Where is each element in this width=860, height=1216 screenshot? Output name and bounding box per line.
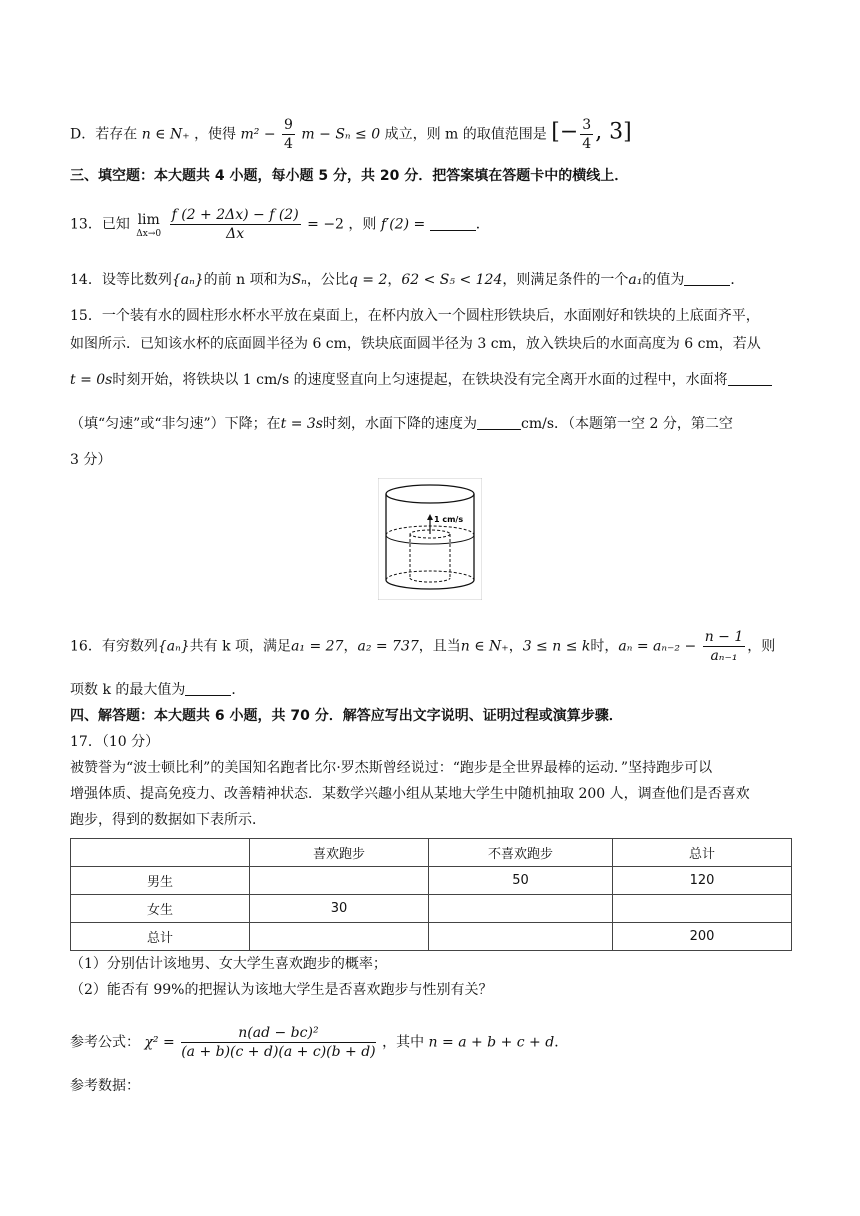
option-d-after: 成立，则 m 的取值范围是 bbox=[384, 126, 547, 143]
q13-num: f (2 + 2Δx) − f (2) bbox=[171, 207, 299, 223]
q16-l2: 项数 k 的最大值为 bbox=[70, 682, 186, 698]
q15-t0: t = 0s bbox=[70, 372, 113, 388]
question-14 bbox=[70, 270, 790, 290]
figure-speed-label: 1 cm/s bbox=[434, 515, 464, 524]
table-cell: 30 bbox=[250, 895, 429, 923]
q15-t3: t = 3s bbox=[280, 416, 323, 432]
table-cell: 男生 bbox=[71, 867, 250, 895]
q17-data-label: 参考数据： bbox=[70, 1078, 140, 1094]
formula-after: ，其中 bbox=[382, 1034, 425, 1051]
option-d-expr-a: m² − bbox=[240, 126, 276, 143]
table-row bbox=[71, 867, 792, 895]
q16-seq: {aₙ} bbox=[157, 638, 190, 655]
table-cell: 200 bbox=[613, 923, 792, 951]
table-header-row bbox=[71, 839, 792, 867]
q14-g: ． bbox=[730, 272, 745, 288]
q15-line-1: 15．一个装有水的圆柱形水杯水平放在桌面上，在杯内放入一个圆柱形铁块后，水面刚好和铁块的上底面齐平， bbox=[70, 308, 760, 324]
section-4-heading: 四、解答题：本大题共 6 小题，共 70 分．解答应写出文字说明、证明过程或演算步骤． bbox=[70, 708, 623, 724]
q16-a1: a₁ = 27 bbox=[291, 638, 344, 655]
q14-a: 14．设等比数列 bbox=[70, 272, 172, 288]
table-row bbox=[71, 923, 792, 951]
option-d-range-right: , 3] bbox=[595, 119, 632, 145]
q16-answer-blank[interactable] bbox=[185, 681, 231, 696]
q16-l2end: ． bbox=[231, 682, 246, 698]
q14-b: 的前 n 项和为 bbox=[203, 272, 292, 288]
q17-head: 17．（10 分） bbox=[70, 734, 160, 750]
q16-a2: a₂ = 737 bbox=[357, 638, 419, 655]
table-cell bbox=[613, 895, 792, 923]
q15-line-4 bbox=[70, 414, 790, 434]
running-survey-table bbox=[70, 838, 792, 951]
chi-square: χ² = bbox=[144, 1034, 175, 1051]
option-d-fraction bbox=[282, 116, 295, 153]
question-13 bbox=[70, 206, 790, 243]
table-header-cell: 喜欢跑步 bbox=[250, 839, 429, 867]
q13-fprime: f′(2) = bbox=[380, 216, 426, 233]
q14-a1: a₁ bbox=[628, 272, 643, 288]
option-d-range-left: [− bbox=[551, 119, 579, 145]
q14-q: q = 2 bbox=[348, 272, 388, 288]
option-d-prefix: D．若存在 bbox=[70, 126, 138, 143]
q14-c: ，公比 bbox=[306, 272, 349, 288]
q14-f: 的值为 bbox=[642, 272, 685, 288]
q16-b: 共有 k 项，满足 bbox=[189, 638, 292, 655]
q15-l3b: 时刻开始，将铁块以 1 cm/s 的速度竖直向上匀速提起，在铁块没有完全离开水面的过程中，水面将 bbox=[112, 372, 728, 388]
table-cell: 120 bbox=[613, 867, 792, 895]
option-d-line bbox=[70, 116, 790, 153]
n-definition: n = a + b + c + d bbox=[428, 1034, 555, 1051]
q17-para-2: 增强体质、提高免疫力、改善精神状态．某数学兴趣小组从某地大学生中随机抽取 200 人，调查他们是否喜欢 bbox=[70, 786, 750, 802]
q16-rec: aₙ = aₙ₋₂ − bbox=[618, 638, 697, 655]
option-d-frac-num: 9 bbox=[284, 117, 293, 133]
q15-line-2: 如图所示．已知该水杯的底面圆半径为 6 cm，铁块底面圆半径为 3 cm，放入铁块后的水面高度为 6 cm，若从 bbox=[70, 336, 761, 352]
formula-end: ． bbox=[554, 1034, 569, 1051]
q13-fraction bbox=[170, 206, 301, 243]
q13-eq: = −2 bbox=[307, 216, 344, 233]
q13-lim: lim bbox=[137, 211, 160, 228]
q13-prefix: 13．已知 bbox=[70, 216, 130, 233]
q16-g: ，则 bbox=[747, 638, 776, 655]
q16-cond: n ∈ N₊ bbox=[460, 638, 509, 655]
q13-limit bbox=[136, 211, 161, 239]
section-3-heading: 三、填空题：本大题共 4 小题，每小题 5 分，共 20 分．把答案填在答题卡中的横线上． bbox=[70, 168, 629, 184]
q16-f: 时， bbox=[590, 638, 619, 655]
q15-l4c: 时刻，水面下降的速度为 bbox=[323, 416, 477, 432]
q17-para-1: 被赞誉为“波士顿比利”的美国知名跑者比尔·罗杰斯曾经说过：“跑步是全世界最棒的运动．”坚持跑步可以 bbox=[70, 760, 713, 776]
q15-line-3 bbox=[70, 370, 790, 390]
option-d-frac-den: 4 bbox=[284, 136, 293, 152]
q15-l4a: （填“匀速”或“非匀速”）下降；在 bbox=[70, 416, 281, 432]
q13-lim-sub: Δx→0 bbox=[136, 228, 162, 239]
q14-sn: Sₙ bbox=[291, 272, 307, 288]
q16-d: ，且当 bbox=[418, 638, 461, 655]
q15-answer-blank-2[interactable] bbox=[477, 415, 521, 430]
table-cell: 总计 bbox=[71, 923, 250, 951]
chi-square-fraction bbox=[181, 1024, 375, 1061]
table-cell: 50 bbox=[429, 867, 613, 895]
formula-label: 参考公式： bbox=[70, 1034, 140, 1051]
option-d-range-fraction bbox=[580, 116, 593, 153]
formula-den: (a + b)(c + d)(a + c)(b + d) bbox=[181, 1044, 376, 1060]
q16-fraction bbox=[703, 628, 746, 665]
q15-line-5: 3 分） bbox=[70, 452, 112, 468]
table-header-cell bbox=[71, 839, 250, 867]
q16-line-2 bbox=[70, 680, 790, 700]
q15-answer-blank-1[interactable] bbox=[728, 371, 772, 386]
q13-end: ． bbox=[475, 216, 490, 233]
q13-den: Δx bbox=[226, 226, 245, 242]
q17-sub-1: （1）分别估计该地男、女大学生喜欢跑步的概率； bbox=[70, 956, 387, 972]
option-d-mid: ，使得 bbox=[194, 126, 237, 143]
option-d-expr-b: m − Sₙ ≤ 0 bbox=[301, 126, 381, 143]
question-16 bbox=[70, 628, 790, 665]
q16-num: n − 1 bbox=[704, 629, 744, 645]
option-d-condition: n ∈ N₊ bbox=[141, 126, 190, 143]
q16-a: 16．有穷数列 bbox=[70, 638, 158, 655]
q16-range: 3 ≤ n ≤ k bbox=[522, 638, 591, 655]
cylinder-figure bbox=[378, 478, 482, 600]
table-cell bbox=[250, 923, 429, 951]
option-d-range-den: 4 bbox=[582, 136, 592, 152]
q17-formula bbox=[70, 1024, 790, 1061]
q17-sub-2: （2）能否有 99%的把握认为该地大学生是否喜欢跑步与性别有关？ bbox=[70, 982, 493, 998]
table-cell bbox=[429, 895, 613, 923]
q16-den: aₙ₋₁ bbox=[710, 648, 738, 664]
table-row bbox=[71, 895, 792, 923]
table-header-cell: 不喜欢跑步 bbox=[429, 839, 613, 867]
option-d-range-num: 3 bbox=[582, 117, 592, 133]
q17-para-3: 跑步，得到的数据如下表所示． bbox=[70, 812, 266, 828]
table-cell bbox=[250, 867, 429, 895]
q14-d: ， bbox=[387, 272, 402, 288]
q14-e: ，则满足条件的一个 bbox=[502, 272, 629, 288]
formula-num: n(ad − bc)² bbox=[181, 1024, 375, 1043]
table-header-cell: 总计 bbox=[613, 839, 792, 867]
q14-answer-blank[interactable] bbox=[684, 271, 730, 286]
q13-answer-blank[interactable] bbox=[430, 216, 476, 231]
q13-mid: ，则 bbox=[348, 216, 377, 233]
q14-seq: {aₙ} bbox=[171, 272, 204, 288]
q16-e: ， bbox=[508, 638, 523, 655]
q16-c: ， bbox=[343, 638, 358, 655]
q14-ineq: 62 < S₅ < 124 bbox=[401, 272, 503, 288]
table-cell: 女生 bbox=[71, 895, 250, 923]
table-cell bbox=[429, 923, 613, 951]
q15-l4d: cm/s．（本题第一空 2 分，第二空 bbox=[521, 416, 733, 432]
